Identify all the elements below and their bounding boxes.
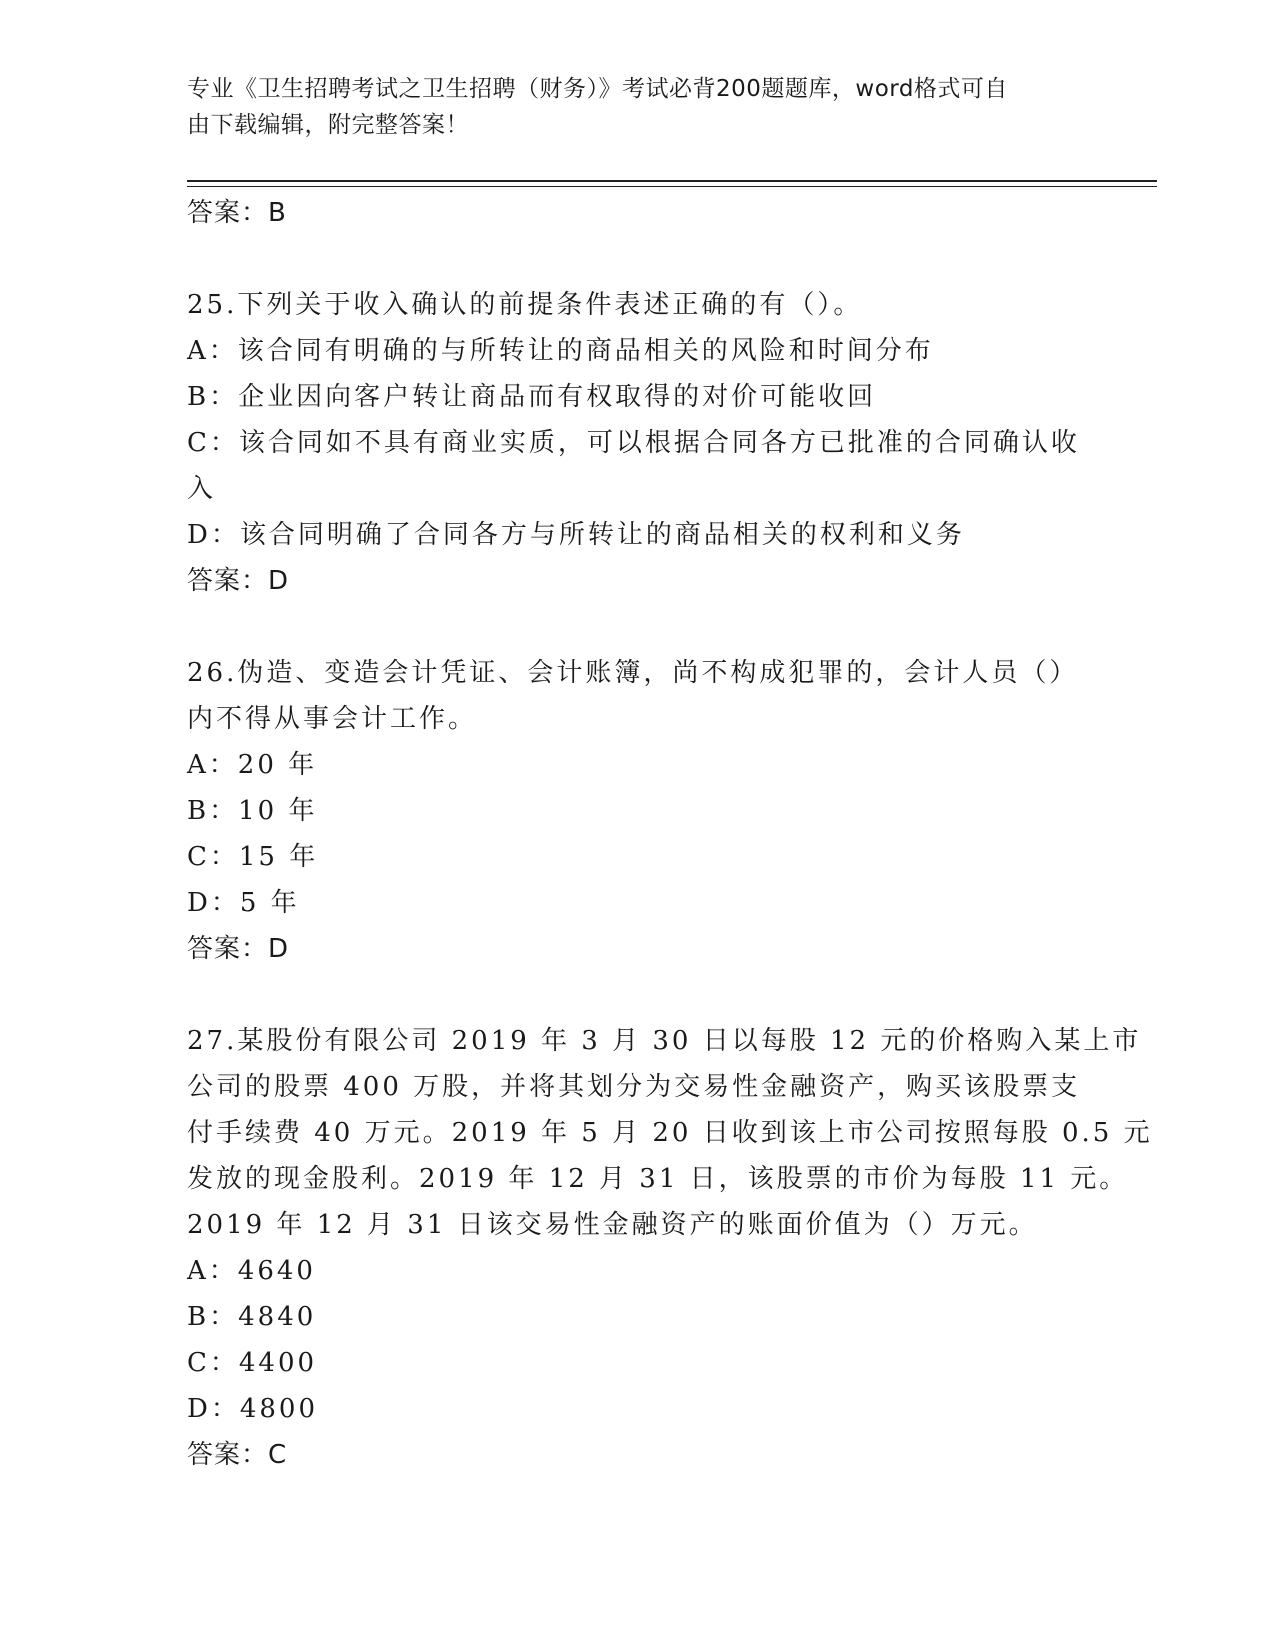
header-rule-thick <box>187 180 1157 182</box>
option-c: C：该合同如不具有商业实质，可以根据合同各方已批准的合同确认收 <box>187 428 1080 458</box>
question-stem-continued: 公司的股票 400 万股，并将其划分为交易性金融资产，购买该股票支 <box>187 1072 1081 1102</box>
spacer <box>187 604 1087 650</box>
option-c: C：15 年 <box>187 842 319 872</box>
spacer <box>187 236 1087 282</box>
answer: 答案：D <box>187 566 290 596</box>
header-line-1: 专业《卫生招聘考试之卫生招聘（财务）》考试必背200题题库，word格式可自 <box>187 76 1008 102</box>
answer: 答案：C <box>187 1440 288 1470</box>
option-d: D：该合同明确了合同各方与所转让的商品相关的权利和义务 <box>187 520 965 550</box>
question-stem-continued: 付手续费 40 万元。2019 年 5 月 20 日收到该上市公司按照每股 0.5 元 <box>187 1118 1153 1148</box>
previous-answer: 答案：B <box>187 198 287 228</box>
question-26 <box>187 650 1087 972</box>
question-25 <box>187 282 1087 604</box>
option-b: B：10 年 <box>187 796 318 826</box>
option-c: C：4400 <box>187 1348 318 1378</box>
question-27 <box>187 1018 1153 1478</box>
option-d: D：5 年 <box>187 888 300 918</box>
question-stem: 27.某股份有限公司 2019 年 3 月 30 日以每股 12 元的价格购入某上市 <box>187 1026 1142 1056</box>
option-d: D：4800 <box>187 1394 319 1424</box>
option-a: A：20 年 <box>187 750 318 780</box>
question-stem-continued: 2019 年 12 月 31 日该交易性金融资产的账面价值为（）万元。 <box>187 1210 1038 1240</box>
header-line-2: 由下载编辑，附完整答案！ <box>187 112 469 138</box>
document-body <box>187 190 1153 1478</box>
question-stem-continued: 内不得从事会计工作。 <box>187 704 478 734</box>
question-stem-continued: 发放的现金股利。2019 年 12 月 31 日，该股票的市价为每股 11 元。 <box>187 1164 1129 1194</box>
option-c-continued: 入 <box>187 474 217 504</box>
question-stem: 26.伪造、变造会计凭证、会计账簿，尚不构成犯罪的，会计人员（） <box>187 658 1079 688</box>
option-b: B：企业因向客户转让商品而有权取得的对价可能收回 <box>187 382 877 412</box>
header-rule-thin <box>187 186 1157 187</box>
answer: 答案：D <box>187 934 290 964</box>
option-a: A：该合同有明确的与所转让的商品相关的风险和时间分布 <box>187 336 934 366</box>
option-b: B：4840 <box>187 1302 317 1332</box>
option-a: A：4640 <box>187 1256 316 1286</box>
spacer <box>187 972 1087 1018</box>
question-stem: 25.下列关于收入确认的前提条件表述正确的有（）。 <box>187 290 863 320</box>
document-header <box>187 71 1077 143</box>
